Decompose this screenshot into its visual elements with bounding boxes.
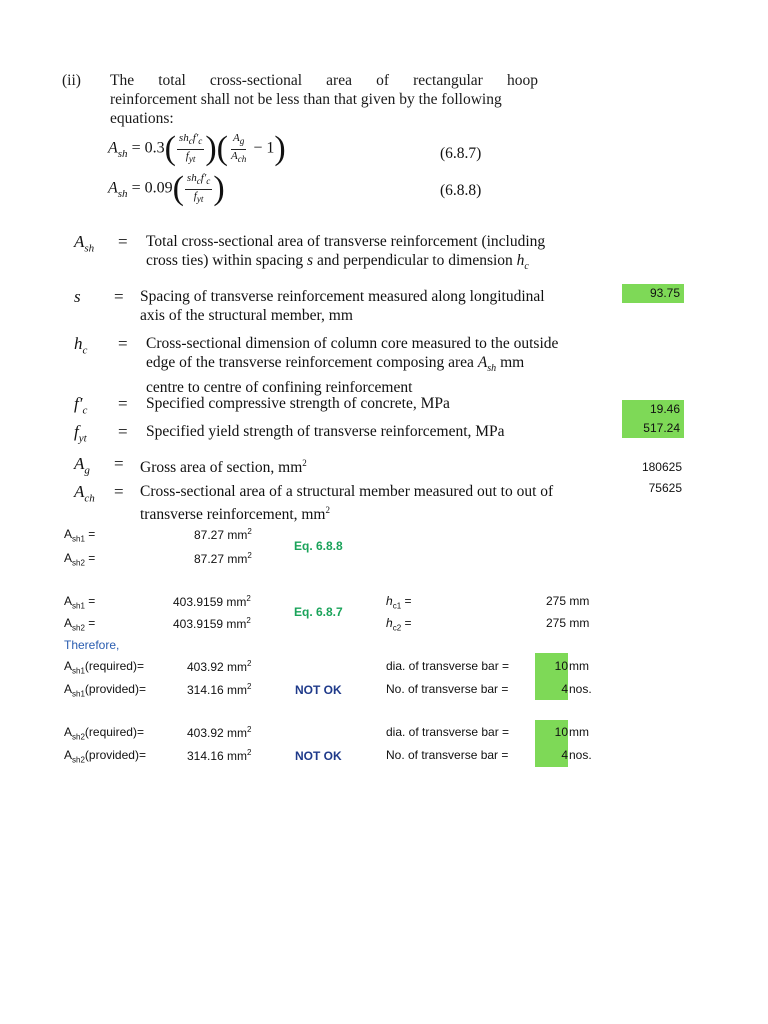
definition-fc: Specified compressive strength of concrete, MPa	[146, 395, 450, 412]
required-text: (required)=	[84, 659, 144, 673]
intro-word: of	[376, 72, 390, 89]
value-ag: 180625	[641, 460, 682, 474]
definition-ach	[140, 482, 610, 524]
equation-number-6-8-8: (6.8.8)	[440, 182, 482, 199]
intro-word: The	[110, 72, 135, 89]
value-ash2-687	[173, 616, 251, 631]
definition-hc-line2: edge of the transverse reinforcement composing area $A_{sh}$ mm	[146, 354, 525, 375]
definition-ag-text: Gross area of section, mm	[140, 459, 303, 477]
symbol-ash: $A_{sh}$	[74, 232, 95, 255]
unit-sq: 2	[247, 551, 252, 560]
value-ash2-688	[194, 551, 252, 566]
label-ash2-provided	[64, 748, 146, 764]
label-ash1	[64, 594, 95, 610]
definition-s	[140, 287, 610, 325]
eq-687-label: Eq. 6.8.7	[294, 605, 343, 619]
label-ash1-provided	[64, 682, 146, 698]
unit: mm	[227, 726, 248, 740]
label-a: A	[64, 725, 73, 739]
unit-sq: 2	[247, 659, 252, 668]
required-text: (required)=	[84, 725, 144, 739]
value-ash1-provided	[187, 682, 252, 697]
label-ash2-required	[64, 725, 144, 741]
dia-unit-1: mm	[569, 659, 589, 673]
value-ash1-688	[194, 527, 252, 542]
value: 403.9159	[173, 617, 224, 631]
eq-sign: =	[84, 616, 96, 630]
eq-sign: =	[84, 551, 96, 565]
equals-sign: =	[118, 422, 128, 441]
label-a: A	[64, 594, 73, 608]
value-fc[interactable]: 19.46	[649, 402, 680, 416]
value-ash1-687	[173, 594, 251, 609]
definition-ash-line1: Total cross-sectional area of transverse reinforcement (including	[146, 233, 546, 250]
label-ash2	[64, 551, 95, 567]
dia-label-1: dia. of transverse bar =	[386, 659, 510, 673]
definition-hc-line1: Cross-sectional dimension of column core measured to the outside	[146, 335, 559, 352]
sub-sh1: sh1	[72, 666, 85, 676]
label-a: A	[64, 527, 73, 541]
sub-sh1: sh1	[72, 534, 85, 544]
sub-sh2: sh2	[72, 558, 85, 568]
label-ash1	[64, 527, 95, 543]
label-a: A	[64, 748, 73, 762]
unit: mm	[226, 595, 247, 609]
value-ash2-provided	[187, 748, 252, 763]
value: 275	[546, 594, 567, 608]
sub-sh2: sh2	[72, 755, 85, 765]
unit: mm	[226, 617, 247, 631]
value-s-cell[interactable]: 93.75	[622, 284, 684, 303]
label-a: A	[64, 616, 73, 630]
unit-sq: 2	[247, 527, 252, 536]
no-unit-2: nos.	[569, 748, 592, 762]
sub-sh2: sh2	[72, 732, 85, 742]
no-value-1[interactable]: 4	[561, 682, 568, 696]
therefore-label: Therefore,	[64, 638, 120, 652]
dia-value-2[interactable]: 10	[554, 725, 568, 739]
label-a: A	[64, 551, 73, 565]
intro-line-2: reinforcement shall not be less than that given by the following	[110, 91, 502, 108]
value-hc1	[546, 594, 589, 608]
dia-value-1[interactable]: 10	[554, 659, 568, 673]
intro-line-3: equations:	[110, 110, 174, 127]
unit-sq: 2	[247, 725, 252, 734]
equals-sign: =	[114, 454, 124, 473]
unit-sq: 2	[246, 594, 251, 603]
no-unit-1: nos.	[569, 682, 592, 696]
equals-sign: =	[118, 232, 128, 251]
definition-ach-line1: Cross-sectional area of a structural member measured out to out of	[140, 483, 554, 500]
eq1-coefficient: 0.3	[144, 139, 165, 157]
value-fyt[interactable]: 517.24	[643, 421, 680, 435]
value: 314.16	[187, 749, 224, 763]
unit: mm	[227, 528, 248, 542]
definition-ach-line2: transverse reinforcement, $mm^2$	[140, 505, 330, 524]
definition-hc-text: edge of the transverse reinforcement composing area	[146, 354, 474, 371]
value: 87.27	[194, 528, 225, 542]
definition-fyt: Specified yield strength of transverse reinforcement, MPa	[146, 423, 505, 440]
definition-ash-text: cross ties) within spacing	[146, 252, 304, 269]
eq-688-label: Eq. 6.8.8	[294, 539, 343, 553]
definition-ag: Gross area of section, $mm^2$	[140, 458, 307, 477]
unit: mm	[227, 683, 248, 697]
unit: mm	[569, 616, 590, 630]
definition-ash-line2: cross ties) within spacing s and perpendicular to dimension $h_c$	[146, 252, 529, 273]
definition-s-line1: Spacing of transverse reinforcement measured along longitudinal	[140, 288, 545, 305]
equals-sign: =	[114, 482, 124, 501]
value-ash1-required	[187, 659, 252, 674]
unit: mm	[227, 552, 248, 566]
eq-sign: =	[84, 527, 96, 541]
status-badge-2: NOT OK	[295, 749, 342, 763]
sub-sh1: sh1	[72, 601, 85, 611]
definition-hc	[146, 334, 616, 397]
intro-word: hoop	[506, 72, 538, 89]
label-hc1: $h_{c1}$ =	[386, 594, 412, 611]
clause-label: (ii)	[62, 72, 81, 89]
intro-word: rectangular	[413, 72, 483, 89]
sub-sh2: sh2	[72, 623, 85, 633]
status-badge-1: NOT OK	[295, 683, 342, 697]
unit-sq: 2	[247, 748, 252, 757]
value-fc-fyt-cell[interactable]	[622, 400, 684, 438]
unit: mm	[227, 660, 248, 674]
equals-sign: =	[114, 287, 124, 306]
definition-hc-unit: mm	[500, 354, 525, 371]
eq-sign: =	[401, 616, 412, 630]
no-label-1: No. of transverse bar =	[386, 682, 509, 696]
symbol-fc: $f'_c$	[74, 394, 88, 417]
symbol-hc: $h_c$	[74, 334, 88, 357]
symbol-ag: $A_g$	[74, 454, 90, 477]
definition-hc-line3: centre to centre of confining reinforcement	[146, 379, 413, 397]
equation-number-6-8-7: (6.8.7)	[440, 145, 482, 162]
definition-s-line2: axis of the structural member, mm	[140, 307, 353, 324]
unit-sq: 2	[247, 682, 252, 691]
intro-word: area	[326, 72, 352, 89]
intro-word: total	[158, 72, 186, 89]
eq2-coefficient: 0.09	[144, 179, 173, 197]
value: 275	[546, 616, 567, 630]
definition-ash	[146, 232, 616, 276]
sub-sh1: sh1	[72, 689, 85, 699]
unit-sq: 2	[246, 616, 251, 625]
provided-text: (provided)=	[84, 748, 146, 762]
value: 403.9159	[173, 595, 224, 609]
unit: mm	[569, 594, 590, 608]
provided-text: (provided)=	[84, 682, 146, 696]
value: 87.27	[194, 552, 225, 566]
label-hc2: $h_{c2}$ =	[386, 616, 412, 633]
eq-sign: =	[401, 594, 412, 608]
equals-sign: =	[118, 394, 128, 413]
label-a: A	[64, 659, 73, 673]
unit: mm	[227, 749, 248, 763]
definition-ach-text: transverse reinforcement, mm	[140, 506, 326, 524]
value-ash2-required	[187, 725, 252, 740]
label-a: A	[64, 682, 73, 696]
equation-6-8-7: $A_{sh} = 0.3$( $\frac{sh_cf'_c}{f_{yt}}$ )( $\frac{A_g}{A_{ch}}$ − 1)	[108, 130, 286, 167]
dia-unit-2: mm	[569, 725, 589, 739]
value-ach: 75625	[648, 481, 682, 495]
symbol-s: s	[74, 287, 81, 306]
value: 314.16	[187, 683, 224, 697]
definition-ash-text-b: and perpendicular to dimension	[316, 252, 513, 269]
intro-line-1	[110, 72, 538, 90]
sub-c1: c1	[392, 601, 402, 611]
value: 403.92	[187, 660, 224, 674]
eq-sign: =	[84, 594, 96, 608]
equation-6-8-8: $A_{sh} = 0.09$( $\frac{sh_cf'_c}{f_{yt}}$ )	[108, 170, 225, 207]
no-value-2[interactable]: 4	[561, 748, 568, 762]
label-ash1-required	[64, 659, 144, 675]
value-hc2	[546, 616, 589, 630]
symbol-fyt: $f_{yt}$	[74, 422, 87, 445]
dia-label-2: dia. of transverse bar =	[386, 725, 510, 739]
equals-sign: =	[118, 334, 128, 353]
symbol-ach: $A_{ch}$	[74, 482, 95, 505]
sub-c2: c2	[392, 623, 402, 633]
no-label-2: No. of transverse bar =	[386, 748, 509, 762]
intro-word: cross-sectional	[209, 72, 303, 89]
value: 403.92	[187, 726, 224, 740]
label-ash2	[64, 616, 95, 632]
